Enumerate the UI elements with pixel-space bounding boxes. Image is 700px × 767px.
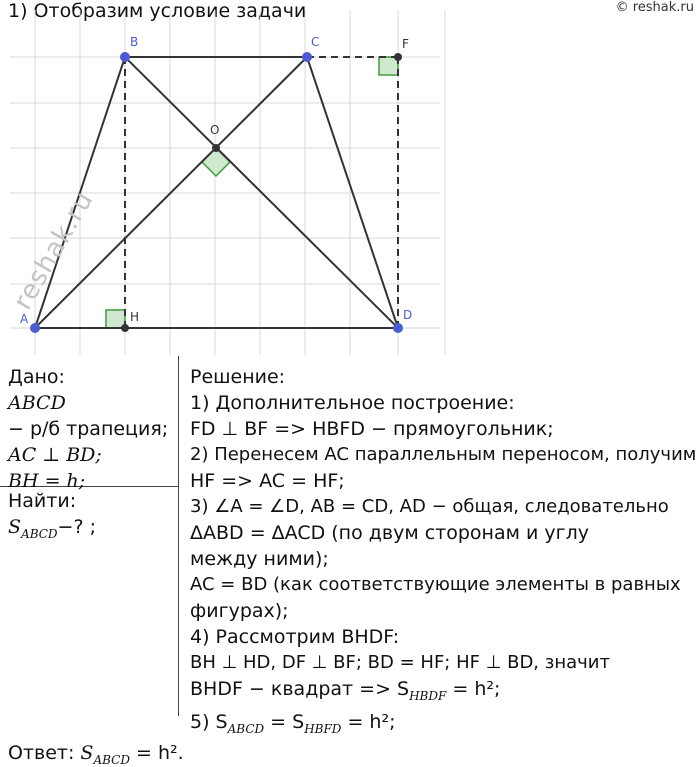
- given-block: [8, 364, 168, 494]
- solution-line-12: BHDF − квадрат => S: [190, 678, 410, 700]
- label-f: F: [402, 37, 409, 51]
- solution-line: между ними);: [190, 548, 329, 570]
- find-label: Найти:: [8, 490, 77, 512]
- solution-line-13-tail: = h²;: [341, 710, 396, 733]
- label-a: A: [20, 312, 29, 326]
- solution-line: [190, 676, 696, 709]
- point-h: [121, 324, 129, 332]
- find-sub: ABCD: [21, 526, 58, 541]
- solution-line: AC = BD (как соответствующие элементы в равных: [190, 574, 681, 595]
- answer-sub: ABCD: [93, 752, 130, 767]
- point-a: [30, 323, 40, 333]
- solution-line: FD ⊥ BF => HBFD − прямоугольник;: [190, 418, 554, 440]
- watermark: reshak.ru: [8, 186, 100, 315]
- solution-line-13-sub2: HBFD: [304, 721, 342, 736]
- solution-line: 1) Дополнительное построение:: [190, 392, 515, 414]
- answer-line: [8, 742, 184, 767]
- solution-title: Решение:: [190, 366, 286, 388]
- solution-line: ΔABD = ΔACD (по двум сторонам и углу: [190, 522, 589, 544]
- answer-tail: = h².: [129, 742, 184, 764]
- find-tail: −? ;: [57, 516, 96, 538]
- geometry-figure: [0, 0, 700, 360]
- point-f: [394, 53, 402, 61]
- given-line: ABCD: [8, 392, 66, 414]
- solution-line-13-mid: = S: [264, 710, 305, 733]
- given-line: − р/б трапеция;: [8, 418, 169, 440]
- label-h: H: [130, 310, 140, 324]
- given-line: AC ⊥ BD;: [8, 444, 102, 466]
- find-line: [8, 514, 96, 547]
- step-title: 1) Отобразим условие задачи: [8, 0, 307, 22]
- solution-line: [190, 709, 696, 742]
- given-line: BH = h;: [8, 470, 86, 492]
- solution-line-12-tail: = h²;: [446, 678, 501, 700]
- find-s: S: [8, 516, 22, 538]
- label-o: O: [210, 123, 220, 137]
- right-angle-o: [202, 148, 230, 176]
- solution-line: фигурах);: [190, 600, 289, 622]
- point-c: [302, 52, 312, 62]
- solution-line: 2) Перенесем AC параллельным переносом, получим: [190, 444, 697, 465]
- point-b: [120, 52, 130, 62]
- solution-line: HF => AC = HF;: [190, 470, 345, 492]
- solution-line: 4) Рассмотрим BHDF:: [190, 626, 400, 648]
- label-b: B: [130, 35, 139, 49]
- find-block: [8, 488, 96, 547]
- solution-block: [190, 364, 696, 742]
- solution-line-13-sub1: ABCD: [227, 721, 265, 736]
- point-o: [212, 144, 220, 152]
- label-c: C: [311, 35, 320, 49]
- solution-line-12-sub: HBDF: [409, 688, 447, 703]
- solution-line: BH ⊥ HD, DF ⊥ BF; BD = HF; HF ⊥ BD, значит: [190, 652, 610, 673]
- answer-label: Ответ:: [8, 742, 81, 764]
- solution-line-13: 5) S: [190, 710, 228, 733]
- answer-s: S: [80, 742, 94, 764]
- solution-line: 3) ∠A = ∠D, AB = CD, AD − общая, следовательно: [190, 496, 669, 517]
- point-d: [393, 323, 403, 333]
- label-d: D: [403, 308, 413, 322]
- copyright-label: © reshak.ru: [615, 0, 694, 15]
- given-label: Дано:: [8, 366, 65, 388]
- table-divider-vertical: [178, 356, 179, 716]
